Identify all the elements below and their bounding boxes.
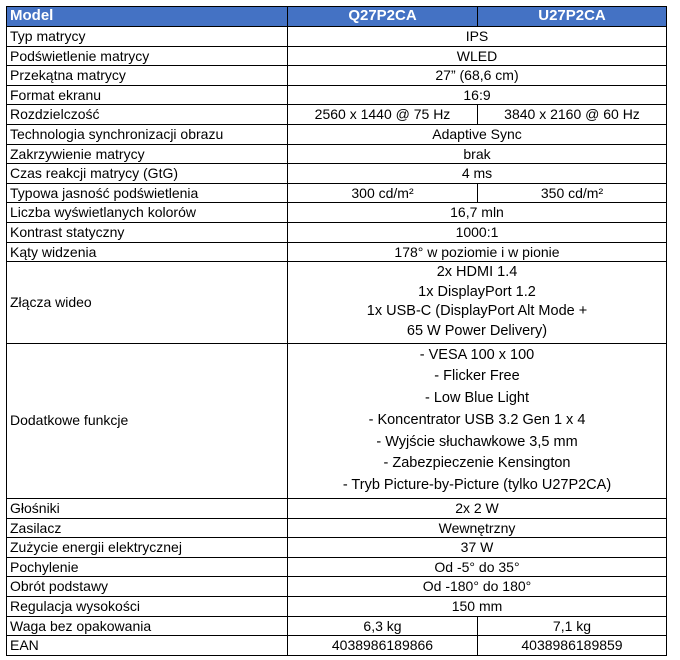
row-label: Rozdzielczość — [7, 105, 288, 125]
row-label: Pochylenie — [7, 557, 288, 577]
header-model-label: Model — [7, 7, 288, 27]
row-value: Wewnętrzny — [288, 518, 667, 538]
row-label: Zasilacz — [7, 518, 288, 538]
header-row — [7, 7, 667, 27]
row-value: Adaptive Sync — [288, 124, 667, 144]
row-value-b: 3840 x 2160 @ 60 Hz — [478, 105, 667, 125]
row-label: Typ matrycy — [7, 27, 288, 47]
table-row — [7, 183, 667, 203]
list-item: 1x DisplayPort 1.2 — [418, 283, 536, 300]
table-row — [7, 242, 667, 262]
list-item: 2x HDMI 1.4 — [436, 264, 518, 281]
list-item: - VESA 100 x 100 — [419, 346, 535, 363]
row-label: Regulacja wysokości — [7, 597, 288, 617]
table-row — [7, 538, 667, 558]
table-row — [7, 222, 667, 242]
table-row — [7, 203, 667, 223]
row-value: Od -5° do 35° — [288, 557, 667, 577]
row-label: EAN — [7, 636, 288, 656]
row-label: Kąty widzenia — [7, 242, 288, 262]
video-ports-list — [288, 262, 667, 343]
row-value-b: 4038986189859 — [478, 636, 667, 656]
row-value: 178° w poziomie i w pionie — [288, 242, 667, 262]
row-label: Czas reakcji matrycy (GtG) — [7, 164, 288, 184]
row-label: Zakrzywienie matrycy — [7, 144, 288, 164]
row-value-a: 300 cd/m² — [288, 183, 478, 203]
row-label: Waga bez opakowania — [7, 616, 288, 636]
row-value-a: 2560 x 1440 @ 75 Hz — [288, 105, 478, 125]
table-row — [7, 46, 667, 66]
row-value-a: 4038986189866 — [288, 636, 478, 656]
row-value: 4 ms — [288, 164, 667, 184]
row-value: IPS — [288, 27, 667, 47]
row-label: Dodatkowe funkcje — [7, 343, 288, 499]
row-value-a: 6,3 kg — [288, 616, 478, 636]
row-value: 16,7 mln — [288, 203, 667, 223]
list-item: - Tryb Picture-by-Picture (tylko U27P2CA) — [342, 477, 612, 494]
row-label: Kontrast statyczny — [7, 222, 288, 242]
row-value: 16:9 — [288, 85, 667, 105]
table-row — [7, 164, 667, 184]
row-value: 150 mm — [288, 597, 667, 617]
row-value: brak — [288, 144, 667, 164]
list-item: 65 W Power Delivery) — [406, 322, 548, 339]
features-list — [288, 343, 667, 499]
row-label: Przekątna matrycy — [7, 66, 288, 86]
table-row — [7, 66, 667, 86]
row-value: 2x 2 W — [288, 499, 667, 519]
row-label: Głośniki — [7, 499, 288, 519]
table-row-video — [7, 262, 667, 343]
row-label: Obrót podstawy — [7, 577, 288, 597]
row-label: Podświetlenie matrycy — [7, 46, 288, 66]
table-row — [7, 616, 667, 636]
row-label: Zużycie energii elektrycznej — [7, 538, 288, 558]
header-model-a: Q27P2CA — [288, 7, 478, 27]
list-item: - Flicker Free — [434, 368, 520, 385]
table-row — [7, 144, 667, 164]
table-row — [7, 518, 667, 538]
list-item: - Low Blue Light — [425, 390, 529, 407]
row-value: 37 W — [288, 538, 667, 558]
list-item: 1x USB-C (DisplayPort Alt Mode + — [366, 303, 588, 320]
table-row — [7, 27, 667, 47]
table-row — [7, 124, 667, 144]
table-row — [7, 636, 667, 656]
row-value-b: 350 cd/m² — [478, 183, 667, 203]
table-row — [7, 597, 667, 617]
row-label: Format ekranu — [7, 85, 288, 105]
table-row — [7, 85, 667, 105]
row-label: Technologia synchronizacji obrazu — [7, 124, 288, 144]
list-item: - Wyjście słuchawkowe 3,5 mm — [376, 433, 578, 450]
row-value-b: 7,1 kg — [478, 616, 667, 636]
spec-table — [6, 6, 667, 656]
row-label: Liczba wyświetlanych kolorów — [7, 203, 288, 223]
row-label: Złącza wideo — [7, 262, 288, 343]
table-row-features — [7, 343, 667, 499]
row-value: 1000:1 — [288, 222, 667, 242]
row-value: WLED — [288, 46, 667, 66]
header-model-b: U27P2CA — [478, 7, 667, 27]
row-label: Typowa jasność podświetlenia — [7, 183, 288, 203]
table-row — [7, 105, 667, 125]
list-item: - Koncentrator USB 3.2 Gen 1 x 4 — [368, 411, 586, 428]
table-row — [7, 577, 667, 597]
table-row — [7, 499, 667, 519]
table-row — [7, 557, 667, 577]
list-item: - Zabezpieczenie Kensington — [383, 455, 571, 472]
row-value: 27” (68,6 cm) — [288, 66, 667, 86]
row-value: Od -180° do 180° — [288, 577, 667, 597]
